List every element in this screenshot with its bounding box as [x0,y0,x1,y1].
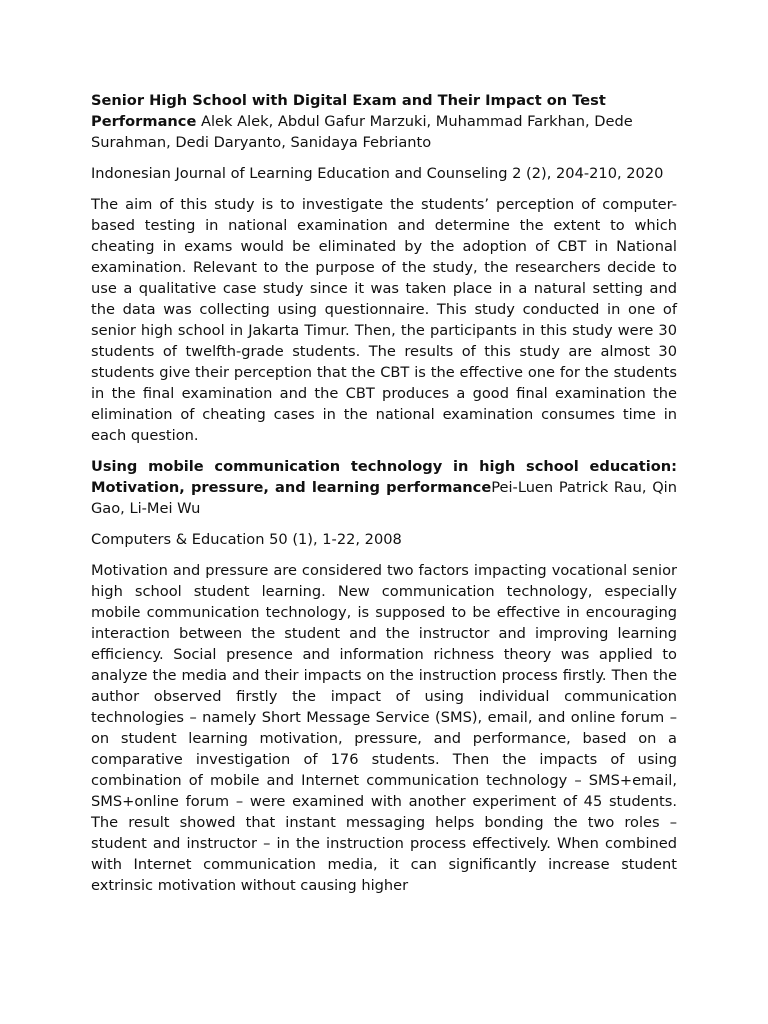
entry-heading [91,90,677,153]
entry-abstract: The aim of this study is to investigate the students’ perception of computer-based testing in national examination and determine the extent to which cheating in exams would be eliminated by the adoption of CBT in National examination. Relevant to the purpose of the study, the researchers decide to use a qualitative case study since it was taken place in a natural setting and the data was collecting using questionnaire. This study conducted in one of senior high school in Jakarta Timur. Then, the participants in this study were 30 students of twelfth-grade students. The results of this study are almost 30 students give their perception that the CBT is the effective one for the students in the final examination and the CBT produces a good final examination the elimination of cheating cases in the national examination consumes time in each question. [91,196,677,444]
reference-entry-1 [91,90,677,446]
entry-heading [91,456,677,519]
reference-entry-2 [91,456,677,896]
entry-source: Indonesian Journal of Learning Education and Counseling 2 (2), 204-210, 2020 [91,165,664,182]
entry-abstract: Motivation and pressure are considered two factors impacting vocational senior high school student learning. New communication technology, especially mobile communication technology, is supposed to be effective in encouraging interaction between the student and the instructor and improving learning efficiency. Social presence and information richness theory was applied to analyze the media and their impacts on the instruction process firstly. Then the author observed firstly the impact of using individual communication technologies – namely Short Message Service (SMS), email, and online forum – on student learning motivation, pressure, and performance, based on a comparative investigation of 176 students. Then the impacts of using combination of mobile and Internet communication technology – SMS+email, SMS+online forum – were examined with another experiment of 45 students. The result showed that instant messaging helps bonding the two roles – student and instructor – in the instruction process effectively. When combined with Internet communication media, it can significantly increase student extrinsic motivation without causing higher [91,562,677,894]
entry-source: Computers & Education 50 (1), 1-22, 2008 [91,531,402,548]
entry-title: Using mobile communication technology in high school education: Motivation, pressure, and learning performance [91,458,677,496]
document-page [91,90,677,906]
entry-authors: Alek Alek, Abdul Gafur Marzuki, Muhammad Farkhan, Dede Surahman, Dedi Daryanto, Sanidaya Febrianto [91,113,633,151]
entry-title: Senior High School with Digital Exam and Their Impact on Test Performance [91,92,606,130]
entry-authors: Pei-Luen Patrick Rau, Qin Gao, Li-Mei Wu [91,479,677,517]
